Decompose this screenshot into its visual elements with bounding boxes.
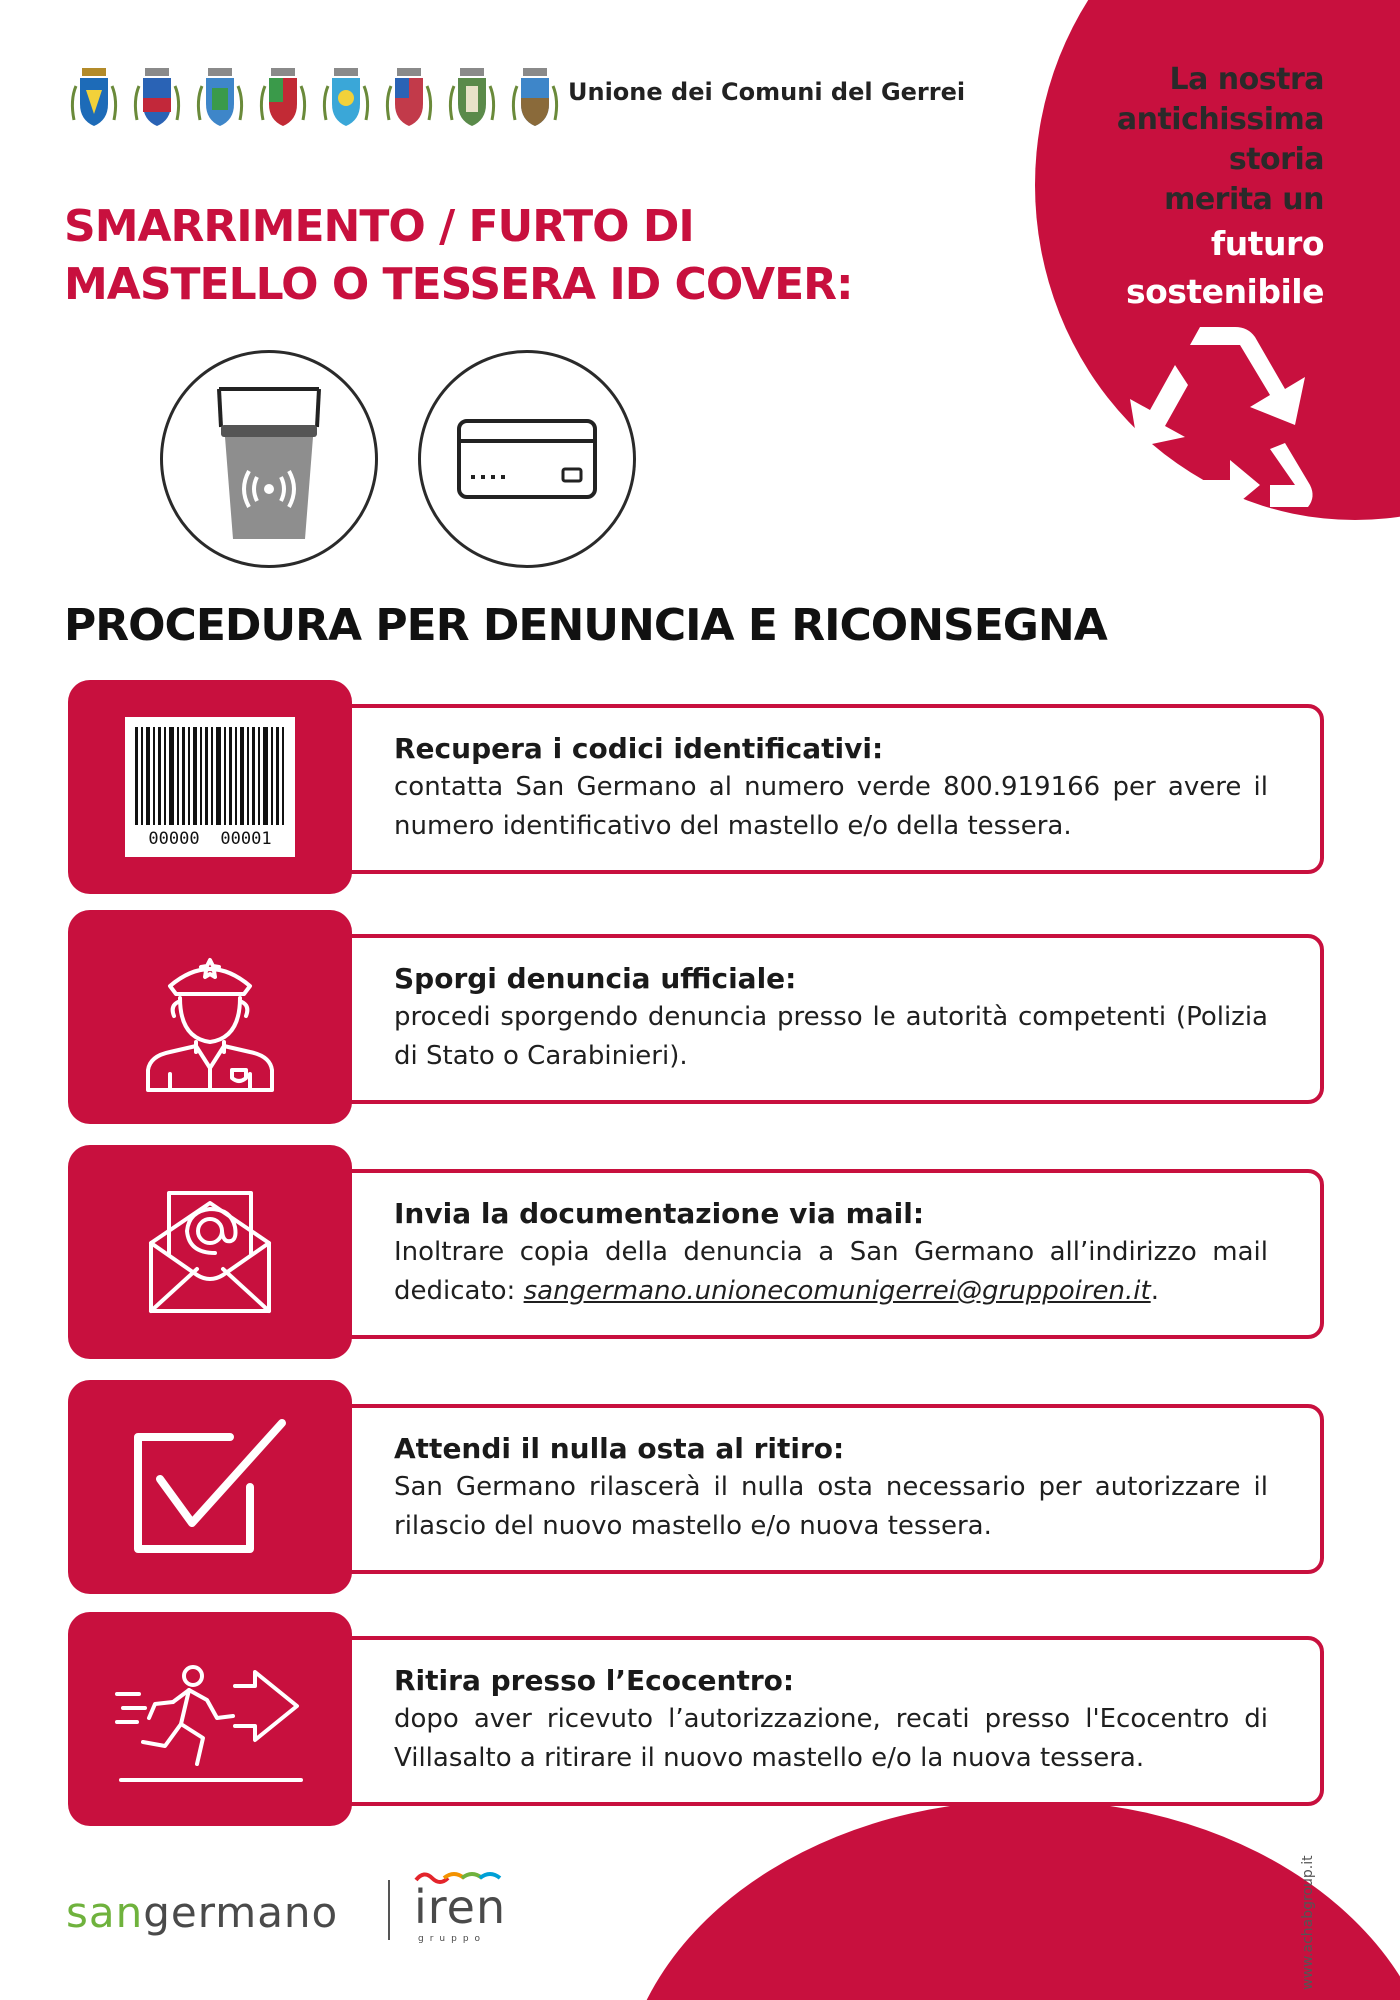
iren-wordmark: iren (414, 1880, 507, 1934)
tagline-line: antichissima (1116, 102, 1324, 137)
tagline (1060, 60, 1324, 316)
step-title: Attendi il nulla osta al ritiro: (394, 1432, 845, 1465)
email-envelope-icon (145, 1187, 275, 1317)
crest-icon (381, 60, 437, 138)
procedure-title: PROCEDURA PER DENUNCIA E RICONSEGNA (64, 600, 1107, 651)
email-link[interactable]: sangermano.unionecomunigerrei@gruppoiren.it (523, 1276, 1151, 1306)
step-description-end: . (1150, 1276, 1159, 1306)
logo-divider (388, 1880, 390, 1940)
tagline-line: futuro (1210, 224, 1324, 263)
organization-name: Unione dei Comuni del Gerrei (568, 78, 966, 106)
tagline-line: sostenibile (1125, 272, 1324, 311)
crest-icon (255, 60, 311, 138)
step-content (394, 1662, 1268, 1778)
step-icon-panel (68, 1380, 352, 1594)
step-description: contatta San Germano al numero verde 800.919166 per avere il numero identificativo del mastello e/o della tessera. (394, 772, 1268, 841)
barcode-icon (125, 717, 295, 857)
step-title: Recupera i codici identificativi: (394, 732, 884, 765)
step-4 (68, 1380, 1324, 1594)
step-description-text: Inoltrare copia della denuncia a San Germano all’indirizzo mail dedicato: (394, 1237, 1268, 1306)
barcode-number-left: 00000 (148, 829, 200, 849)
step-content (394, 1195, 1268, 1311)
crest-icon (66, 60, 122, 138)
logo-text-part: germano (143, 1888, 339, 1937)
iren-logo (408, 1868, 508, 1954)
waste-bin-icon (160, 350, 378, 568)
police-officer-icon (140, 942, 280, 1092)
logo-text-part: san (66, 1888, 144, 1937)
step-title: Invia la documentazione via mail: (394, 1197, 925, 1230)
crest-icon (318, 60, 374, 138)
step-5 (68, 1612, 1324, 1826)
step-2 (68, 910, 1324, 1124)
step-icon-panel (68, 1145, 352, 1359)
step-description: San Germano rilascerà il nulla osta necessario per autorizzare il rilascio del nuovo mastello e/o nuova tessera. (394, 1472, 1268, 1541)
running-exit-icon (115, 1654, 305, 1784)
step-title: Sporgi denuncia ufficiale: (394, 962, 797, 995)
step-1 (68, 680, 1324, 894)
sangermano-logo (66, 1888, 338, 1937)
credit-text: www.achabgroup.it (1300, 1855, 1316, 1990)
barcode-number-right: 00001 (220, 829, 272, 849)
id-card-icon (418, 350, 636, 568)
step-3 (68, 1145, 1324, 1359)
headline-line: SMARRIMENTO / FURTO DI (64, 201, 694, 252)
tagline-line: storia (1228, 142, 1324, 177)
step-description: dopo aver ricevuto l’autorizzazione, recati presso l'Ecocentro di Villasalto a ritirare il nuovo mastello e/o la nuova tessera. (394, 1704, 1268, 1773)
checkbox-icon (130, 1417, 290, 1557)
iren-subtitle: gruppo (418, 1934, 487, 1944)
municipal-crests-row (66, 60, 563, 138)
step-content (394, 960, 1268, 1076)
step-description (394, 1233, 1268, 1311)
headline-line: MASTELLO O TESSERA ID COVER: (64, 259, 853, 310)
step-content (394, 1430, 1268, 1546)
crest-icon (444, 60, 500, 138)
crest-icon (507, 60, 563, 138)
crest-icon (129, 60, 185, 138)
tagline-line: merita un (1164, 182, 1324, 217)
step-title: Ritira presso l’Ecocentro: (394, 1664, 795, 1697)
step-content (394, 730, 1268, 846)
bottom-red-circle (620, 1800, 1400, 2000)
step-icon-panel (68, 1612, 352, 1826)
step-description: procedi sporgendo denuncia presso le autorità competenti (Polizia di Stato o Carabinieri). (394, 1002, 1268, 1071)
page-headline (64, 198, 853, 314)
step-icon-panel (68, 680, 352, 894)
crest-icon (192, 60, 248, 138)
recycle-icon (1120, 325, 1320, 515)
tagline-line: La nostra (1169, 62, 1324, 97)
step-icon-panel (68, 910, 352, 1124)
